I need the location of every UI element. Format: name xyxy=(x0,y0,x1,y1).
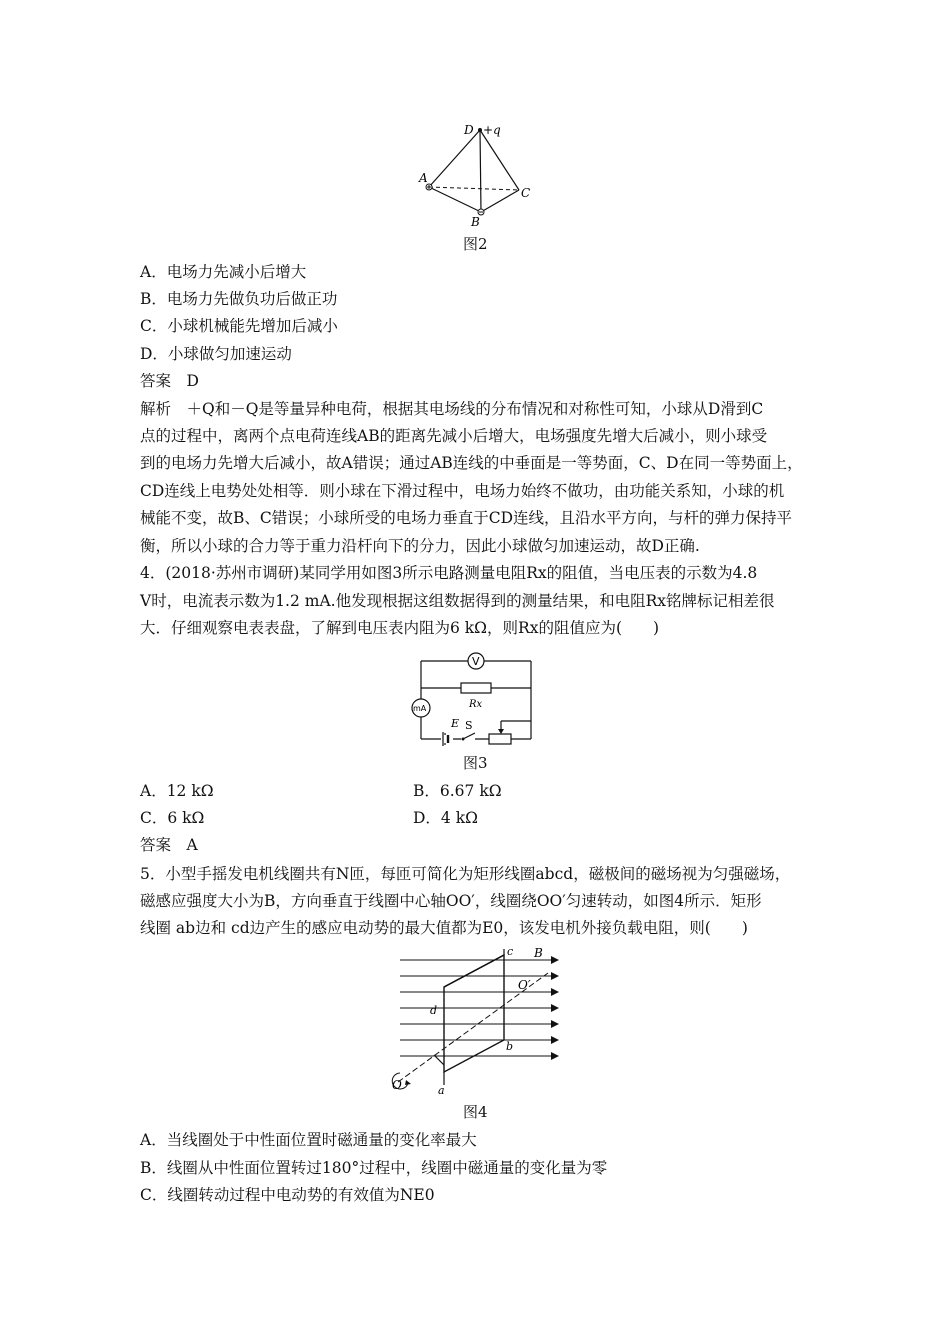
resistor-label: Rx xyxy=(469,699,483,710)
q5-option-c: C．线圈转动过程中电动势的有效值为NE0 xyxy=(140,1186,435,1204)
label-O-prime: O′ xyxy=(518,978,531,992)
battery-label: E xyxy=(451,717,460,730)
q4-option-a: A．12 kΩ xyxy=(140,782,214,800)
label-A: A xyxy=(419,171,428,185)
figure-3-circuit xyxy=(405,645,545,747)
q3-option-a: A．电场力先减小后增大 xyxy=(140,263,307,281)
figure-2-tetrahedron xyxy=(415,118,540,230)
q3-analysis-line-6: 衡，所以小球的合力等于重力沿杆向下的分力，因此小球做匀加速运动，故D正确. xyxy=(140,537,700,555)
q4-stem-line-3: 大．仔细观察电表表盘，了解到电压表内阻为6 kΩ，则Rx的阻值应为( ) xyxy=(140,619,660,637)
q4-stem-line-1: 4．(2018·苏州市调研)某同学用如图3所示电路测量电阻Rx的阻值，当电压表的示数为4.8 xyxy=(140,564,758,582)
switch-label: S xyxy=(465,719,473,732)
label-D: D xyxy=(464,123,474,137)
q4-stem-line-2: V时，电流表示数为1.2 mA.他发现根据这组数据得到的测量结果，和电阻Rx铭牌标记相差很 xyxy=(140,592,775,610)
ammeter-label: mA xyxy=(413,704,427,713)
q4-answer: 答案 A xyxy=(140,836,198,854)
label-c: c xyxy=(507,945,514,958)
label-B: B xyxy=(471,215,480,229)
q3-option-b: B．电场力先做负功后做正功 xyxy=(140,290,338,308)
q3-answer: 答案 D xyxy=(140,372,199,390)
label-a: a xyxy=(438,1084,445,1095)
label-C: C xyxy=(521,186,531,200)
label-plus-q: +q xyxy=(483,123,501,137)
label-B-field: B xyxy=(534,946,543,960)
q5-option-a: A．当线圈处于中性面位置时磁通量的变化率最大 xyxy=(140,1131,477,1149)
q3-analysis-line-1: 解析 ＋Q和－Q是等量异种电荷，根据其电场线的分布情况和对称性可知，小球从D滑到C xyxy=(140,400,764,418)
q3-option-c: C．小球机械能先增加后减小 xyxy=(140,317,338,335)
q5-stem-line-2: 磁感应强度大小为B，方向垂直于线圈中心轴OO′，线圈绕OO′匀速转动，如图4所示．矩形 xyxy=(140,892,762,910)
q4-option-c: C．6 kΩ xyxy=(140,809,205,827)
figure-4-generator xyxy=(378,945,578,1095)
q5-option-b: B．线圈从中性面位置转过180°过程中，线圈中磁通量的变化量为零 xyxy=(140,1159,608,1177)
q3-analysis-line-3: 到的电场力先增大后减小，故A错误；通过AB连线的中垂面是一等势面，C、D在同一等势面上， xyxy=(140,454,803,472)
voltmeter-label: V xyxy=(472,655,480,668)
q3-analysis-line-4: CD连线上电势处处相等．则小球在下滑过程中，电场力始终不做功，由功能关系知，小球的机 xyxy=(140,482,785,500)
q4-option-b: B．6.67 kΩ xyxy=(413,782,502,800)
figure-3-caption: 图3 xyxy=(463,754,488,772)
label-b: b xyxy=(506,1040,514,1053)
figure-2-caption: 图2 xyxy=(463,235,488,253)
figure-4-caption: 图4 xyxy=(463,1103,488,1121)
label-O: O xyxy=(392,1078,402,1092)
q4-option-d: D．4 kΩ xyxy=(413,809,478,827)
q5-stem-line-1: 5．小型手摇发电机线圈共有N匝，每匝可简化为矩形线圈abcd，磁极间的磁场视为匀强磁场， xyxy=(140,865,791,883)
q5-stem-line-3: 线圈 ab边和 cd边产生的感应电动势的最大值都为E0，该发电机外接负载电阻，则( ) xyxy=(140,919,748,937)
label-d: d xyxy=(430,1004,438,1017)
q3-analysis-line-2: 点的过程中，离两个点电荷连线AB的距离先减小后增大，电场强度先增大后减小，则小球受 xyxy=(140,427,768,445)
q3-option-d: D．小球做匀加速运动 xyxy=(140,345,292,363)
q3-analysis-line-5: 械能不变，故B、C错误；小球所受的电场力垂直于CD连线，且沿水平方向，与杆的弹力保持平 xyxy=(140,509,793,527)
